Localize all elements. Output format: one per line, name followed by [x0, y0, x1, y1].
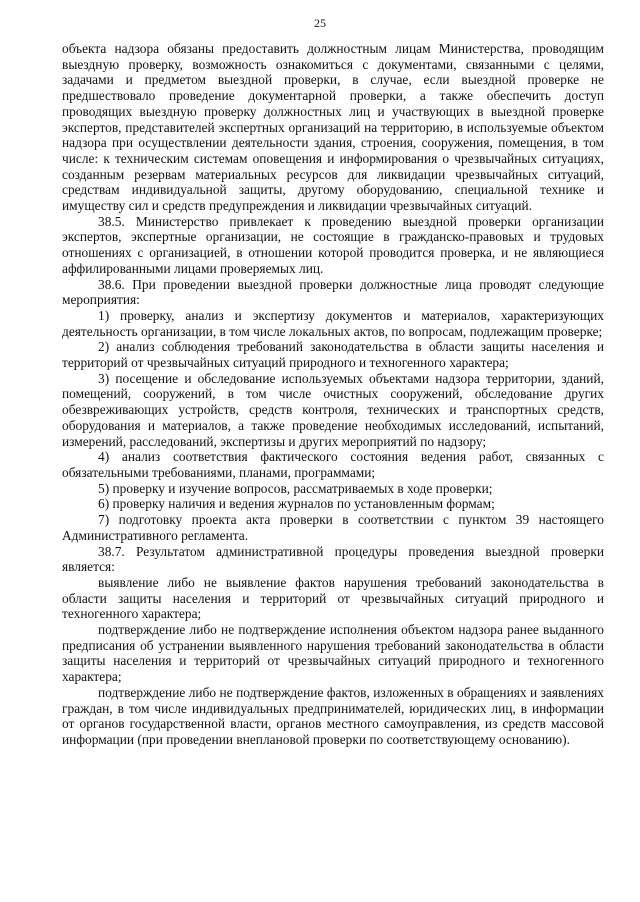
list-item-7: 7) подготовку проекта акта проверки в соответствии с пунктом 39 настоящего Административного регламента. — [62, 512, 604, 543]
result-item-2: подтверждение либо не подтверждение исполнения объектом надзора ранее выданного предписания об устранении выявленного нарушения требований законодательства в области защиты населения и территорий от чрезвычайных ситуаций природного и техногенного характера; — [62, 622, 604, 685]
paragraph-continuation: объекта надзора обязаны предоставить должностным лицам Министерства, проводящим выездную проверку, возможность ознакомиться с документами, связанными с целями, задачами и предметом выездной проверки, в случае, если выездной проверке не предшествовало проведение документарной проверки, а также обеспечить доступ проводящих выездную проверку должностных лиц и участвующих в выездной проверке экспертов, представителей экспертных организаций на территорию, в используемые объектом надзора при осуществлении деятельности здания, строения, сооружения, помещения, в том числе: к техническим системам оповещения и информирования о чрезвычайных ситуациях, созданным резервам материальных ресурсов для ликвидации чрезвычайных ситуаций, средствам индивидуальной защиты, другому оборудованию, специальной технике и имуществу сил и средств предупреждения и ликвидации чрезвычайных ситуаций. — [62, 41, 604, 214]
paragraph-38-7: 38.7. Результатом административной процедуры проведения выездной проверки является: — [62, 543, 604, 575]
result-item-3: подтверждение либо не подтверждение фактов, изложенных в обращениях и заявлениях граждан, в том числе индивидуальных предпринимателей, юридических лиц, в информации от органов государственной власти, органов местного самоуправления, из средств массовой информации (при проведении внеплановой проверки по соответствующему основанию). — [62, 684, 604, 747]
list-item-1: 1) проверку, анализ и экспертизу документов и материалов, характеризующих деятельность организации, в том числе локальных актов, по вопросам, подлежащим проверке; — [62, 307, 604, 339]
result-item-1: выявление либо не выявление фактов нарушения требований законодательства в области защиты населения и территорий от чрезвычайных ситуаций природного и техногенного характера; — [62, 574, 604, 622]
body-text — [62, 41, 604, 748]
list-item-3: 3) посещение и обследование используемых объектами надзора территории, зданий, помещений, сооружений, в том числе очистных сооружений, обследование других обезвреживающих устройств, средств контроля, технических и транспортных средств, оборудования и материалов, а также проведение необходимых исследований, испытаний, измерений, расследований, экспертизы и других мероприятий по надзору; — [62, 370, 604, 449]
paragraph-38-5: 38.5. Министерство привлекает к проведению выездной проверки организации экспертов, экспертные организации, не состоящие в гражданско-правовых и трудовых отношениях с организацией, в отношении которой проводится проверка, и не являющиеся аффилированными лицами проверяемых лиц. — [62, 213, 604, 276]
list-item-6: 6) проверку наличия и ведения журналов по установленным формам; — [98, 496, 495, 512]
page-number: 25 — [314, 16, 326, 30]
list-item-2: 2) анализ соблюдения требований законодательства в области защиты населения и территорий от чрезвычайных ситуаций природного и техногенного характера; — [62, 339, 604, 371]
list-item-4: 4) анализ соответствия фактического состояния ведения работ, связанных с обязательными требованиями, планами, программами; — [62, 449, 604, 480]
list-item-5: 5) проверку и изучение вопросов, рассматриваемых в ходе проверки; — [98, 480, 493, 496]
paragraph-38-6: 38.6. При проведении выездной проверки должностные лица проводят следующие мероприятия: — [62, 276, 604, 308]
